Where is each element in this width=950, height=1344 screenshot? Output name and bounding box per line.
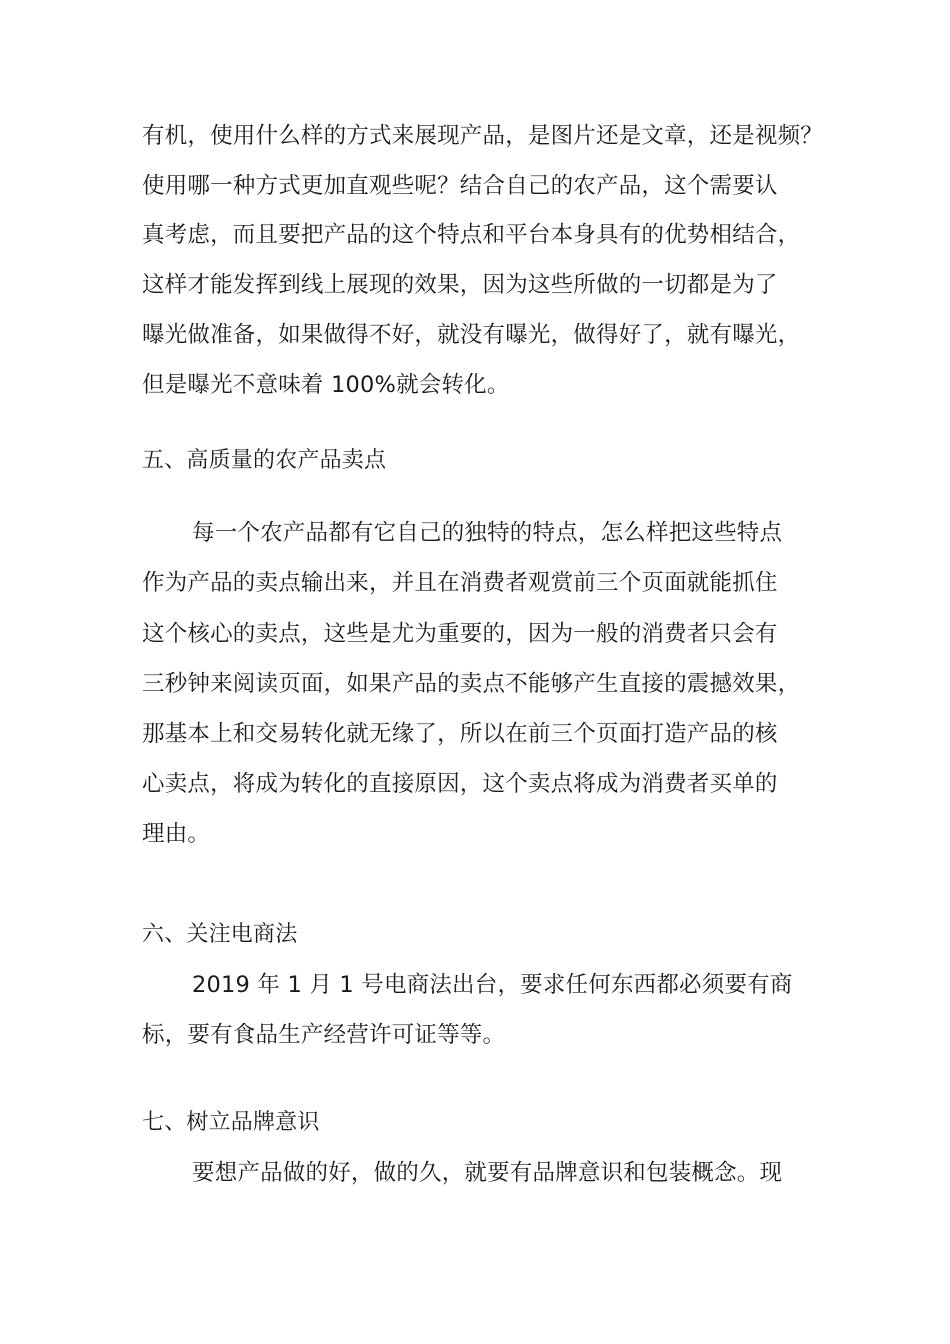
paragraph-line: 有机，使用什么样的方式来展现产品，是图片还是文章，还是视频？ [142,123,824,149]
paragraph-line: 使用哪一种方式更加直观些呢？结合自己的农产品，这个需要认 [142,173,778,199]
paragraph-line: 那基本上和交易转化就无缘了，所以在前三个页面打造产品的核 [142,721,778,747]
paragraph-line: 每一个农产品都有它自己的独特的特点，怎么样把这些特点 [192,520,783,546]
paragraph-line: 真考虑，而且要把产品的这个特点和平台本身具有的优势相结合， [142,222,801,248]
section-heading: 六、关注电商法 [142,922,298,947]
paragraph-line: 这个核心的卖点，这些是尤为重要的，因为一般的消费者只会有 [142,621,778,647]
paragraph-line: 作为产品的卖点输出来，并且在消费者观赏前三个页面就能抓住 [142,570,778,596]
paragraph-line: 理由。 [142,821,211,847]
paragraph-line: 要想产品做的好，做的久，就要有品牌意识和包装概念。现 [192,1160,783,1186]
section-heading: 七、树立品牌意识 [142,1110,320,1135]
paragraph-line: 但是曝光不意味着 100%就会转化。 [142,372,510,398]
section-heading: 五、高质量的农产品卖点 [142,448,387,473]
paragraph-line: 标，要有食品生产经营许可证等等。 [142,1022,506,1048]
paragraph-line: 2019 年 1 月 1 号电商法出台，要求任何东西都必须要有商 [192,972,793,998]
paragraph-line: 三秒钟来阅读页面，如果产品的卖点不能够产生直接的震撼效果， [142,671,801,697]
paragraph-line: 曝光做准备，如果做得不好，就没有曝光，做得好了，就有曝光， [142,322,801,348]
paragraph-line: 这样才能发挥到线上展现的效果，因为这些所做的一切都是为了 [142,272,778,298]
paragraph-line: 心卖点，将成为转化的直接原因，这个卖点将成为消费者买单的 [142,771,778,797]
